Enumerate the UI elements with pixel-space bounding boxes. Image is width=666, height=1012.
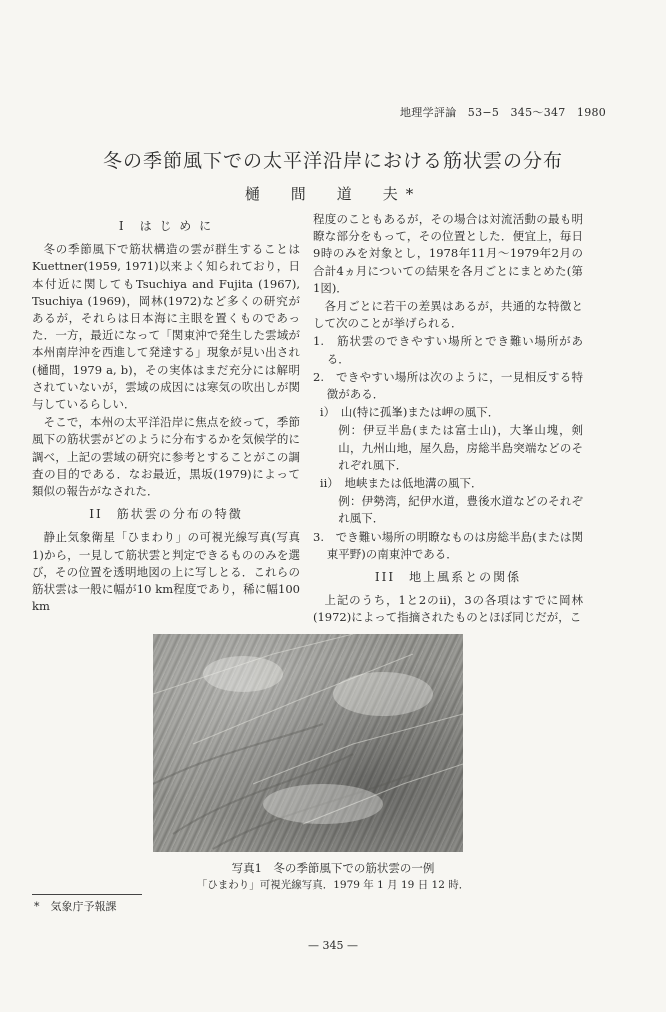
satellite-photo-texture (153, 634, 463, 852)
paragraph: 各月ごとに若干の差異はあるが，共通的な特徴として次のことが挙げられる． (313, 299, 583, 331)
paragraph: 冬の季節風下で筋状構造の雲が群生することはKuettner(1959, 1971)以来よく知られており，日本付近に関してもTsuchiya and Fujita (1967), Tsuchiya (1969)，岡林(1972)など多くの研究があるが，それらは日本海に主眼を置くものであった．一方，最近になって「関東沖で発生した雲域が本州南岸沖を西進して発達する」現象が見い出され(樋間，1979 a, b)，その実体はまだ充分には解明されていないが，雲域の成因には寒気の吹出しが関与しているらしい． (32, 242, 300, 412)
list-subitem: i） 山(特に孤峯)または岬の風下． (319, 405, 500, 420)
section-heading-surface-wind: III 地上風系との関係 (374, 570, 522, 585)
list-example: 例：伊勢湾，紀伊水道，豊後水道などのそれぞれ風下． (338, 494, 583, 526)
paragraph: 上記のうち，1と2のii)，3の各項はすでに岡林(1972)によって指摘されたものとほぼ同じだが，こ (313, 593, 583, 625)
footnote: * 気象庁予報課 (34, 900, 117, 913)
section-heading-distribution: II 筋状雲の分布の特徴 (89, 507, 243, 522)
satellite-photo (153, 634, 463, 852)
journal-header: 地理学評論 53−5 345〜347 1980 (400, 106, 607, 119)
list-item: 2. できやすい場所は次のように，一見相反する特徴がある． (313, 369, 583, 402)
paper-title: 冬の季節風下での太平洋沿岸における筋状雲の分布 (102, 150, 563, 172)
list-item: 1. 筋状雲のできやすい場所とでき難い場所がある． (313, 334, 583, 366)
footnote-divider (32, 894, 142, 895)
figure-caption-detail: 「ひまわり」可視光線写真．1979 年 1 月 19 日 12 時． (196, 879, 470, 891)
page-number: — 345 — (308, 939, 358, 952)
paragraph: そこで，本州の太平洋沿岸に焦点を絞って，季節風下の筋状雲がどのように分布するかを気候学的に調べ，上記の雲域の研究に参考とすることがこの調査の目的である．なお最近，黒坂(1979)によって類似の報告がなされた． (32, 415, 300, 499)
left-column (32, 218, 300, 616)
list-item: 3. でき難い場所の明瞭なものは房総半島(または関東平野)の南東沖である． (313, 529, 583, 561)
right-column (313, 211, 583, 628)
section-heading-introduction: I は じ め に (118, 219, 214, 233)
paragraph: 程度のこともあるが，その場合は対流活動の最も明瞭な部分をもって，その位置とした．便宜上，毎日9時のみを対象とし，1978年11月〜1979年2月の合計4ヵ月についての結果を各月ごとにまとめた(第1図)． (313, 212, 583, 295)
figure-caption-title: 写真1 冬の季節風下での筋状雲の一例 (231, 861, 435, 875)
list-example: 例：伊豆半島(または富士山)，大峯山塊，剣山，九州山地，屋久島，房総半島突端などのそれぞれ風下． (338, 423, 583, 472)
paragraph: 静止気象衛星「ひまわり」の可視光線写真(写真1)から，一見して筋状雲と判定できるもののみを選び，その位置を透明地図の上に写しとる．これらの筋状雲は一般に幅が10 km程度であり，稀に幅100 km (32, 530, 300, 614)
paper-author: 樋 間 道 夫* (244, 185, 422, 203)
list-subitem: ii） 地峡または低地溝の風下． (319, 476, 483, 491)
